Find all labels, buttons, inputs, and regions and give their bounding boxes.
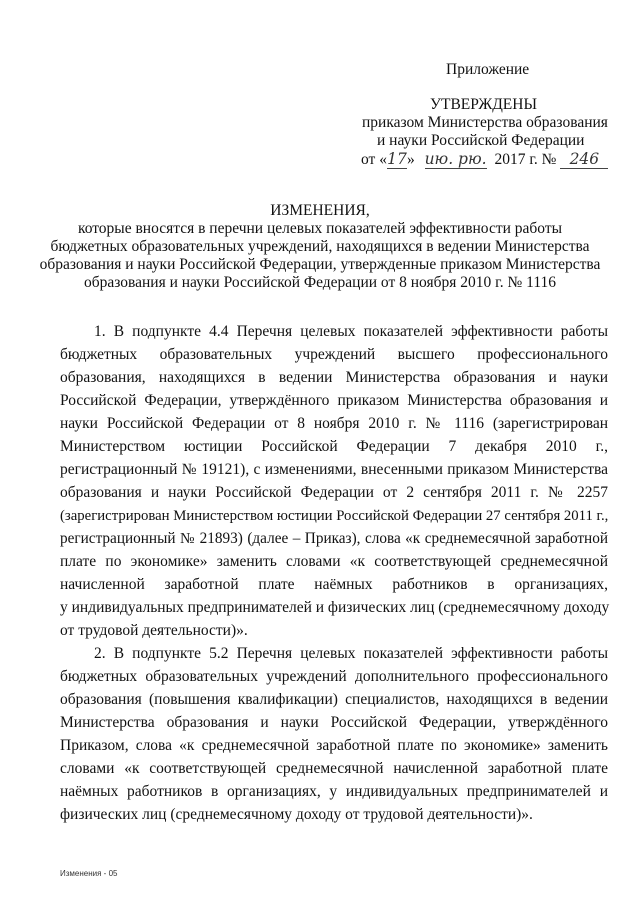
paragraph-1-line-2: бюджетных образовательных учреждений высшего профессионального (60, 346, 608, 363)
paragraph-1-line-10: регистрационный № 21893) (далее – Приказ), слова «к среднемесячной заработной (60, 530, 608, 547)
paragraph-1-line-6: Министерством юстиции Российской Федерации 7 декабря 2010 г., (60, 438, 608, 455)
paragraph-2-line-8: физических лиц (среднемесячному доходу от трудовой деятельности)». (60, 806, 533, 823)
title-line-3: образования и науки Российской Федерации, утвержденные приказом Министерства (39, 256, 601, 273)
order-date-line (361, 150, 608, 169)
date-day-handwritten: 17 (387, 150, 407, 168)
order-line-1: приказом Министерства образования (362, 114, 608, 131)
paragraph-2-line-6: словами «к соответствующей среднемесячной начисленной заработной плате (60, 760, 608, 777)
paragraph-1-line-9: (зарегистрирован Министерством юстиции Российской Федерации 27 сентября 2011 г., (60, 508, 609, 524)
paragraph-1-line-5: науки Российской Федерации от 8 ноября 2010 г. № 1116 (зарегистрирован (60, 415, 608, 432)
paragraph-1-line-3: образования, находящихся в ведении Министерства образования и науки (60, 369, 608, 386)
paragraph-2-line-5: Приказом, слова «к среднемесячной заработной плате по экономике» заменить (60, 737, 608, 754)
order-number-handwritten: 246 (560, 150, 608, 169)
footer-label: Изменения - 05 (60, 869, 118, 878)
appendix-label: Приложение (446, 61, 530, 78)
paragraph-1-line-1: 1. В подпункте 4.4 Перечня целевых показателей эффективности работы (94, 323, 608, 340)
document-heading: ИЗМЕНЕНИЯ, (270, 202, 370, 219)
order-line-2: и науки Российской Федерации (377, 132, 585, 149)
paragraph-2-line-3: образования (повышения квалификации) специалистов, находящихся в ведении (60, 691, 608, 708)
title-line-4: образования и науки Российской Федерации от 8 ноября 2010 г. № 1116 (83, 274, 557, 291)
paragraph-1-line-11: плате по экономике» заменить словами «к соответствующей среднемесячной (60, 553, 608, 570)
paragraph-2-line-1: 2. В подпункте 5.2 Перечня целевых показателей эффективности работы (94, 645, 608, 662)
paragraph-2-line-4: Министерства образования и науки Российской Федерации, утверждённого (60, 714, 608, 731)
title-line-2: бюджетных образовательных учреждений, находящихся в ведении Министерства (50, 238, 590, 255)
paragraph-2-line-7: наёмных работников в организациях, у индивидуальных предпринимателей и (60, 783, 608, 800)
paragraph-1-line-14: от трудовой деятельности)». (60, 622, 248, 639)
paragraph-1-line-8: образования и науки Российской Федерации от 2 сентября 2011 г. № 2257 (60, 484, 608, 501)
paragraph-1-line-12: начисленной заработной плате наёмных работников в организациях, (60, 576, 608, 593)
paragraph-1-line-4: Российской Федерации, утверждённого приказом Министерства образования и (60, 392, 608, 409)
date-mid: » (406, 151, 415, 168)
paragraph-1-line-13: у индивидуальных предпринимателей и физических лиц (среднемесячному доходу (60, 599, 610, 616)
title-line-1: которые вносятся в перечни целевых показателей эффективности работы (77, 220, 563, 237)
date-prefix: от « (361, 151, 387, 168)
date-month-handwritten: ию. рю. (424, 150, 487, 168)
paragraph-2-line-2: бюджетных образовательных учреждений дополнительного профессионального (60, 668, 608, 685)
year-and-number-label: 2017 г. № (494, 151, 557, 168)
paragraph-1-line-7: регистрационный № 19121), с изменениями, внесенными приказом Министерства (60, 461, 608, 478)
approved-label: УТВЕРЖДЕНЫ (430, 96, 537, 113)
